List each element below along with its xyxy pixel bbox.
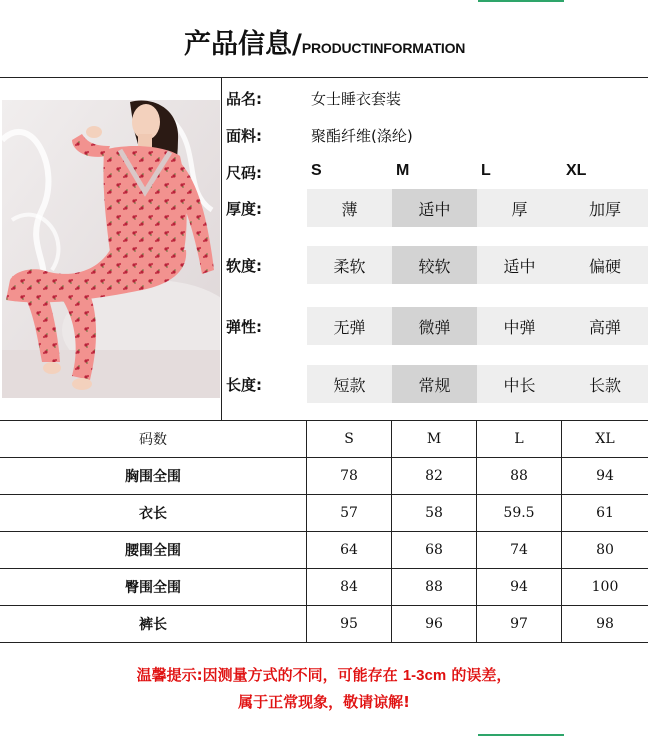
note-text-a: 温馨提示:因测量方式的不同，可能存在 — [136, 666, 403, 684]
elasticity-option-slight: 微弹 — [392, 307, 477, 345]
thickness-label: 厚度: — [226, 200, 262, 218]
fabric-label: 面料: — [226, 127, 262, 145]
table-cell: 57 — [307, 495, 392, 532]
thickness-option-thin: 薄 — [307, 189, 392, 227]
softness-option-stiff: 偏硬 — [562, 246, 648, 284]
elasticity-option-high: 高弹 — [562, 307, 648, 345]
length-option-regular: 常规 — [392, 365, 477, 403]
table-cell: 82 — [392, 458, 477, 495]
table-cell: 96 — [392, 606, 477, 643]
table-cell: 61 — [562, 495, 648, 532]
title-english: PRODUCTINFORMATION — [301, 40, 466, 56]
size-table — [0, 420, 648, 642]
table-cell: 68 — [392, 532, 477, 569]
table-cell: 95 — [307, 606, 392, 643]
table-cell: 88 — [477, 458, 562, 495]
length-option-short: 短款 — [307, 365, 392, 403]
size-m: M — [396, 162, 410, 179]
table-cell: 88 — [392, 569, 477, 606]
table-header-s: S — [307, 421, 392, 458]
elasticity-label: 弹性: — [226, 318, 262, 336]
table-header-l: L — [477, 421, 562, 458]
page-title — [184, 22, 465, 61]
length-option-mid-long: 中长 — [477, 365, 562, 403]
accent-line-bottom — [478, 734, 564, 736]
table-header-size: 码数 — [0, 421, 307, 458]
size-l: L — [481, 162, 491, 179]
thickness-option-thick: 厚 — [477, 189, 562, 227]
info-section — [0, 78, 648, 420]
table-row-label-chest: 胸围全围 — [0, 458, 307, 495]
table-header-m: M — [392, 421, 477, 458]
note-text-b: 的误差， — [446, 666, 512, 684]
header — [0, 0, 648, 78]
table-row-label-top-length: 衣长 — [0, 495, 307, 532]
product-photo — [2, 100, 220, 398]
note-line-1 — [0, 662, 648, 689]
table-row-label-hip: 臀围全围 — [0, 569, 307, 606]
table-cell: 58 — [392, 495, 477, 532]
size-s: S — [311, 162, 322, 179]
note-line-2: 属于正常现象，敬请谅解! — [238, 693, 410, 711]
length-label: 长度: — [226, 376, 262, 394]
elasticity-option-none: 无弹 — [307, 307, 392, 345]
size-xl: XL — [566, 162, 587, 179]
softness-option-fairly-soft: 较软 — [392, 246, 477, 284]
table-cell: 74 — [477, 532, 562, 569]
table-cell: 80 — [562, 532, 648, 569]
table-cell: 94 — [562, 458, 648, 495]
accent-line-top — [478, 0, 564, 2]
table-row-label-waist: 腰围全围 — [0, 532, 307, 569]
softness-option-soft: 柔软 — [307, 246, 392, 284]
photo-cell — [0, 78, 222, 420]
table-cell: 98 — [562, 606, 648, 643]
fabric-value: 聚酯纤维(涤纶) — [311, 127, 413, 145]
name-label: 品名: — [226, 90, 262, 108]
table-cell: 64 — [307, 532, 392, 569]
softness-option-medium: 适中 — [477, 246, 562, 284]
elasticity-option-medium: 中弹 — [477, 307, 562, 345]
length-option-long: 长款 — [562, 365, 648, 403]
thickness-option-medium: 适中 — [392, 189, 477, 227]
table-cell: 84 — [307, 569, 392, 606]
table-cell: 100 — [562, 569, 648, 606]
table-cell: 59.5 — [477, 495, 562, 532]
title-chinese: 产品信息/ — [184, 29, 302, 60]
table-cell: 94 — [477, 569, 562, 606]
table-header-xl: XL — [562, 421, 648, 458]
table-cell: 97 — [477, 606, 562, 643]
softness-label: 软度: — [226, 257, 262, 275]
table-cell: 78 — [307, 458, 392, 495]
note-tolerance: 1-3cm — [402, 667, 447, 684]
name-value: 女士睡衣套装 — [311, 90, 402, 108]
table-row-label-pants-length: 裤长 — [0, 606, 307, 643]
thickness-option-extra-thick: 加厚 — [562, 189, 648, 227]
measurement-note — [0, 662, 648, 715]
size-label: 尺码: — [226, 164, 262, 182]
